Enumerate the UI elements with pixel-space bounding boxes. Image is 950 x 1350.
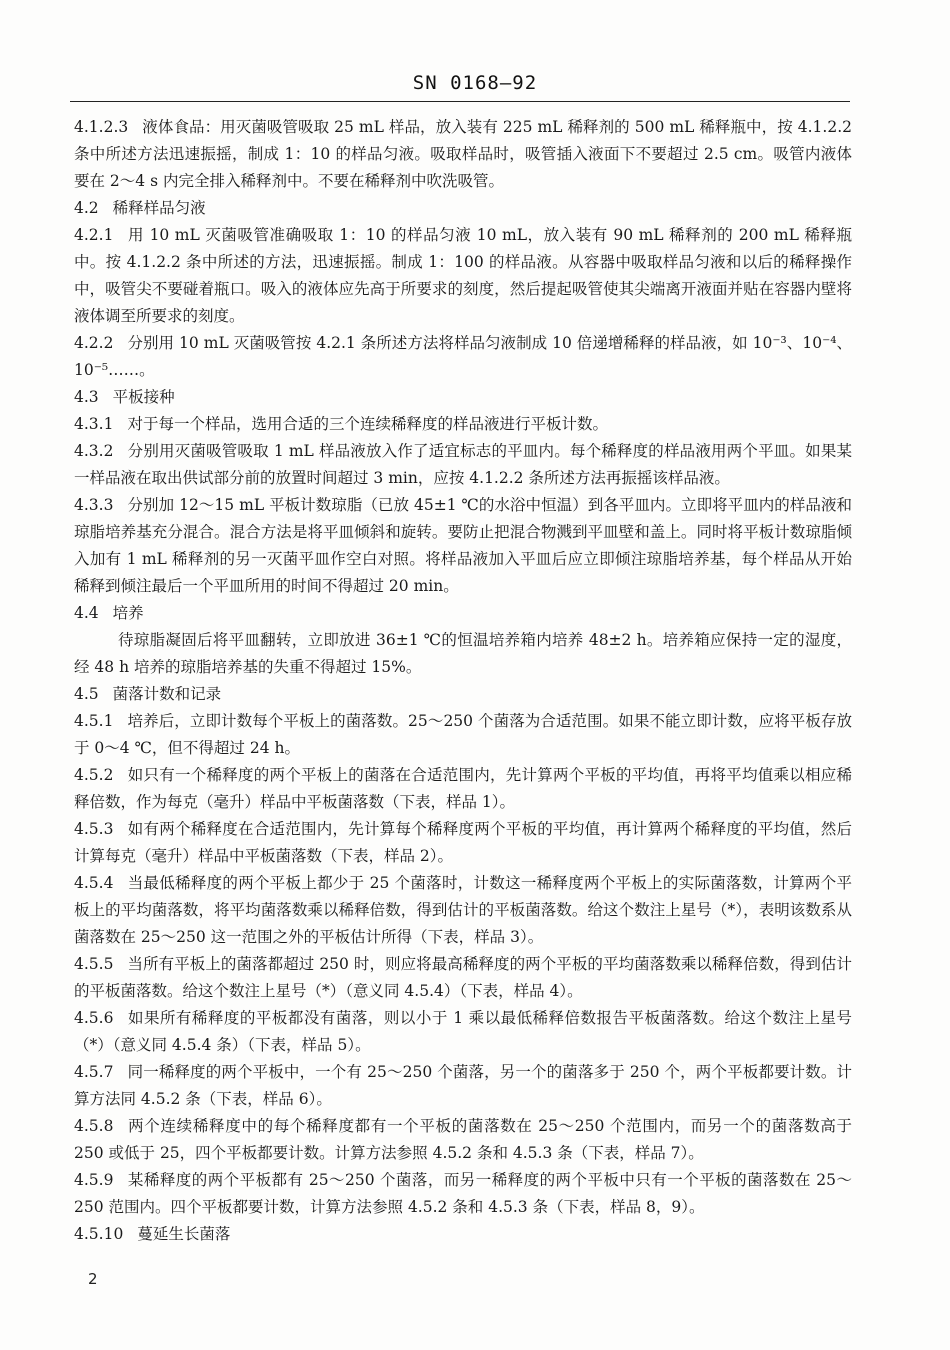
clause-text: 菌落计数和记录 — [112, 685, 222, 703]
clause-text: 当所有平板上的菌落都超过 250 时，则应将最高稀释度的两个平板的平均菌落数乘以稀释倍数，得到估计的平板菌落数。给这个数注上星号（*）（意义同 4.5.4）（下表，样品 4）。 — [74, 955, 852, 1000]
clause-text: 如有两个稀释度在合适范围内，先计算每个稀释度两个平板的平均值，再计算两个稀释度的平均值，然后计算每克（毫升）样品中平板菌落数（下表，样品 2）。 — [74, 820, 852, 865]
header-rule — [70, 101, 850, 102]
clause-number: 4.2.2 — [74, 334, 114, 352]
clause-text: 蔓延生长菌落 — [137, 1225, 231, 1243]
clause-text: 培养后，立即计数每个平板上的菌落数。25～250 个菌落为合适范围。如果不能立即计数，应将平板存放于 0～4 ℃，但不得超过 24 h。 — [74, 712, 852, 757]
clause-text: 如果所有稀释度的平板都没有菌落，则以小于 1 乘以最低稀释倍数报告平板菌落数。给这个数注上星号（*）（意义同 4.5.4 条）（下表，样品 5）。 — [74, 1009, 852, 1054]
clause-text: 液体食品：用灭菌吸管吸取 25 mL 样品，放入装有 225 mL 稀释剂的 500 mL 稀释瓶中，按 4.1.2.2 条中所述方法迅速振摇，制成 1：10 的样品匀液。吸取样品时，吸管插入液面下不要超过 2.5 cm。吸管内液体要在 2～4 s 内完全排入稀释剂中。不要在稀释剂中吹洗吸管。 — [74, 118, 852, 190]
clause-number: 4.5.3 — [74, 820, 114, 838]
clause-paragraph — [74, 411, 852, 438]
clause-number: 4.5.10 — [74, 1225, 124, 1243]
clause-paragraph — [74, 222, 852, 330]
clause-number: 4.3.3 — [74, 496, 114, 514]
clause-number: 4.3 — [74, 388, 99, 406]
clause-text: 待琼脂凝固后将平皿翻转，立即放进 36±1 ℃的恒温培养箱内培养 48±2 h。培养箱应保持一定的湿度，经 48 h 培养的琼脂培养基的失重不得超过 15%。 — [74, 631, 852, 676]
clause-number: 4.5.1 — [74, 712, 114, 730]
standard-number-header: SN 0168—92 — [412, 72, 538, 94]
clause-text: 稀释样品匀液 — [112, 199, 206, 217]
clause-paragraph — [74, 438, 852, 492]
clause-paragraph — [74, 492, 852, 600]
clause-paragraph — [74, 816, 852, 870]
clause-text: 用 10 mL 灭菌吸管准确吸取 1：10 的样品匀液 10 mL，放入装有 90 mL 稀释剂的 200 mL 稀释瓶中。按 4.1.2.2 条中所述的方法，迅速振摇。制成 1：100 的样品液。从容器中吸取样品匀液和以后的稀释操作中，吸管尖不要碰着瓶口。吸入的液体应先高于所要求的刻度，然后提起吸管使其尖端离开液面并贴在容器内壁将液体调至所要求的刻度。 — [74, 226, 852, 325]
clause-text: 培养 — [112, 604, 144, 622]
clause-paragraph — [74, 951, 852, 1005]
clause-text: 分别用灭菌吸管吸取 1 mL 样品液放入作了适宜标志的平皿内。每个稀释度的样品液用两个平皿。如果某一样品液在取出供试部分前的放置时间超过 3 min，应按 4.1.2.2 条所述方法再振摇该样品液。 — [74, 442, 852, 487]
clause-number: 4.5.6 — [74, 1009, 114, 1027]
clause-paragraph — [74, 330, 852, 384]
clause-text: 当最低稀释度的两个平板上都少于 25 个菌落时，计数这一稀释度两个平板上的实际菌落数，计算两个平板上的平均菌落数，将平均菌落数乘以稀释倍数，得到估计的平板菌落数。给这个数注上星号（*），表明该数系从菌落数在 25～250 这一范围之外的平板估计所得（下表，样品 3）。 — [74, 874, 852, 946]
clause-number: 4.2 — [74, 199, 99, 217]
clause-number: 4.3.1 — [74, 415, 114, 433]
clause-paragraph — [74, 681, 852, 708]
clause-paragraph — [74, 1167, 852, 1221]
clause-number: 4.5.9 — [74, 1171, 114, 1189]
clause-text: 同一稀释度的两个平板中，一个有 25～250 个菌落，另一个的菌落多于 250 个，两个平板都要计数。计算方法同 4.5.2 条（下表，样品 6）。 — [74, 1063, 852, 1108]
clause-text: 某稀释度的两个平板都有 25～250 个菌落，而另一稀释度的两个平板中只有一个平板的菌落数在 25～250 范围内。四个平板都要计数，计算方法参照 4.5.2 条和 4.5.3 条（下表，样品 8，9）。 — [74, 1171, 852, 1216]
clause-text: 分别用 10 mL 灭菌吸管按 4.2.1 条所述方法将样品匀液制成 10 倍递增稀释的样品液，如 10⁻³、10⁻⁴、10⁻⁵……。 — [74, 334, 852, 379]
page-number: 2 — [88, 1270, 98, 1288]
clause-paragraph — [74, 627, 852, 681]
clause-paragraph — [74, 1113, 852, 1167]
clause-text: 平板接种 — [112, 388, 175, 406]
clause-number: 4.1.2.3 — [74, 118, 129, 136]
clause-paragraph — [74, 600, 852, 627]
clause-number: 4.3.2 — [74, 442, 114, 460]
clause-number: 4.4 — [74, 604, 99, 622]
clause-number: 4.5.2 — [74, 766, 114, 784]
clause-number: 4.5 — [74, 685, 99, 703]
clause-number: 4.5.5 — [74, 955, 114, 973]
clause-paragraph — [74, 870, 852, 951]
clause-number: 4.5.7 — [74, 1063, 114, 1081]
body-text — [74, 114, 852, 1248]
clause-number: 4.2.1 — [74, 226, 114, 244]
clause-text: 如只有一个稀释度的两个平板上的菌落在合适范围内，先计算两个平板的平均值，再将平均值乘以相应稀释倍数，作为每克（毫升）样品中平板菌落数（下表，样品 1）。 — [74, 766, 852, 811]
clause-paragraph — [74, 195, 852, 222]
clause-text: 对于每一个样品，选用合适的三个连续稀释度的样品液进行平板计数。 — [127, 415, 608, 433]
clause-text: 两个连续稀释度中的每个稀释度都有一个平板的菌落数在 25～250 个范围内，而另一个的菌落数高于 250 或低于 25，四个平板都要计数。计算方法参照 4.5.2 条和 4.5.3 条（下表，样品 7）。 — [74, 1117, 852, 1162]
clause-paragraph — [74, 762, 852, 816]
clause-paragraph — [74, 1005, 852, 1059]
clause-number: 4.5.8 — [74, 1117, 114, 1135]
clause-number: 4.5.4 — [74, 874, 114, 892]
clause-paragraph — [74, 708, 852, 762]
clause-paragraph — [74, 114, 852, 195]
clause-paragraph — [74, 1221, 852, 1248]
clause-paragraph — [74, 384, 852, 411]
clause-paragraph — [74, 1059, 852, 1113]
clause-text: 分别加 12～15 mL 平板计数琼脂（已放 45±1 ℃的水浴中恒温）到各平皿内。立即将平皿内的样品液和琼脂培养基充分混合。混合方法是将平皿倾斜和旋转。要防止把混合物溅到平皿壁和盖上。同时将平板计数琼脂倾入加有 1 mL 稀释剂的另一灭菌平皿作空白对照。将样品液加入平皿后应立即倾注琼脂培养基，每个样品从开始稀释到倾注最后一个平皿所用的时间不得超过 20 min。 — [74, 496, 852, 595]
